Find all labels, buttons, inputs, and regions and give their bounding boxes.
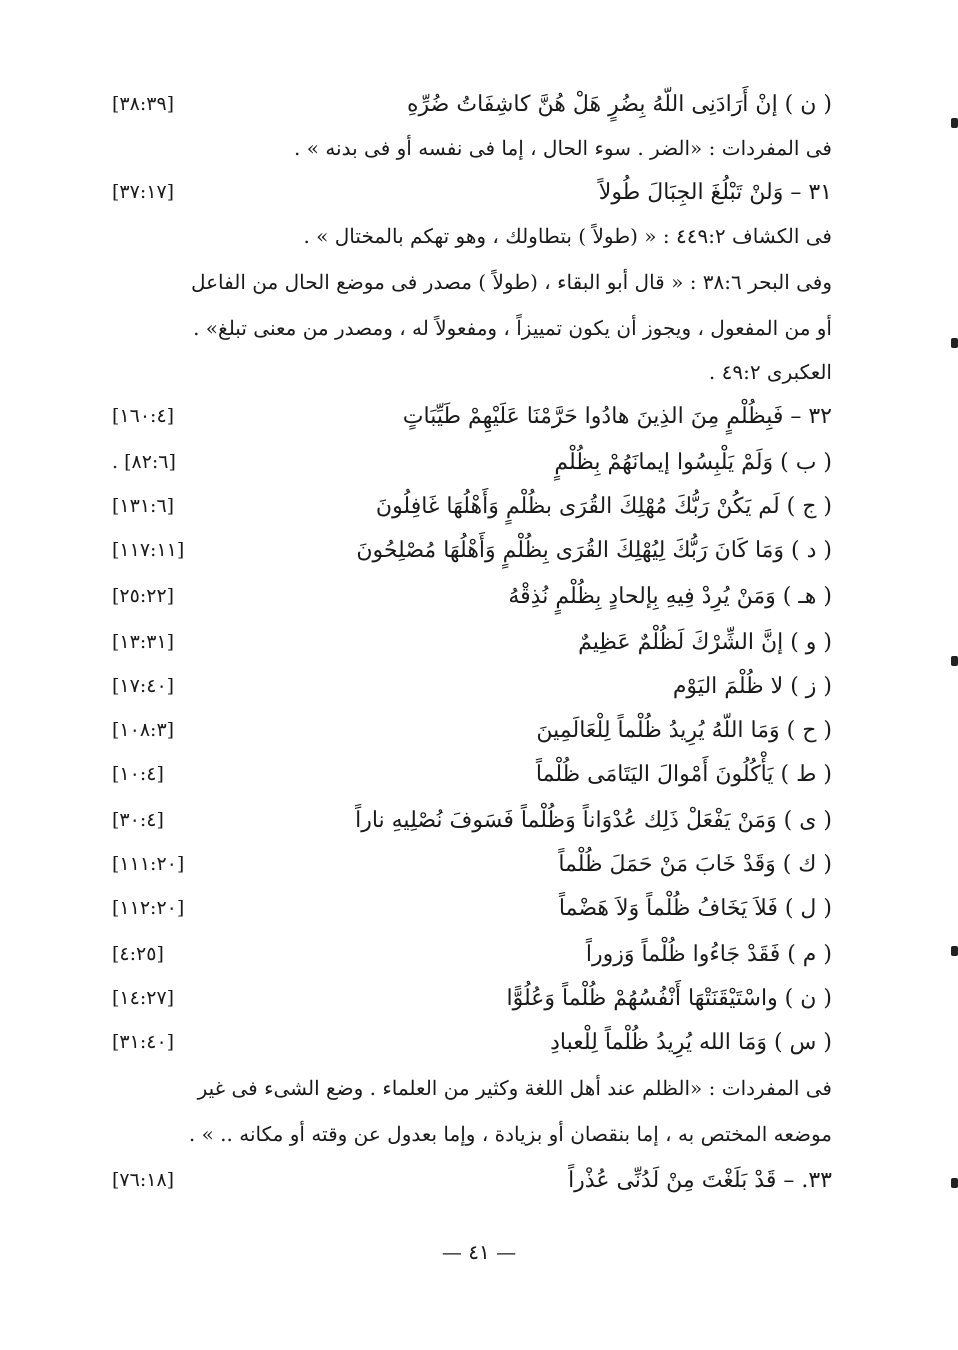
quran-line xyxy=(112,576,832,616)
verse-reference: [١٣:٣١] xyxy=(112,631,175,653)
verse-text: ( ج ) لَم يَكُنْ رَبُّكَ مُهْلِكَ القُرَى بظُلْمٍ وَأَهْلُهَا غَافِلُونَ xyxy=(375,493,832,519)
quran-line xyxy=(112,1022,832,1062)
commentary-text: فى المفردات : «الظلم عند أهل اللغة وكثير من العلماء . وضع الشىء فى غير xyxy=(197,1076,832,1100)
verse-reference: [١٠٨:٣] xyxy=(112,719,175,741)
verse-text: ( ح ) وَمَا اللّهُ يُرِيدُ ظُلْماً لِلْعَالَمِينَ xyxy=(536,717,832,743)
verse-text: ( ط ) يَأْكُلُونَ أَمْوالَ اليَتَامَى ظُلْماً xyxy=(535,761,832,787)
commentary-line xyxy=(112,352,832,392)
quran-line xyxy=(112,888,832,928)
quran-line xyxy=(112,666,832,706)
verse-text: ( ل ) فَلاَ يَخَافُ ظُلْماً وَلاَ هَضْماً xyxy=(558,895,832,921)
scan-mark xyxy=(951,946,958,956)
verse-text: ٣٣. – قَدْ بَلَغْتَ مِنْ لَدُنِّى عُذْراً xyxy=(568,1167,832,1193)
verse-reference: [٧٦:١٨] xyxy=(112,1169,175,1191)
scan-mark xyxy=(951,1178,958,1188)
scan-mark xyxy=(951,338,958,348)
verse-reference: [١٤:٢٧] xyxy=(112,987,175,1009)
scan-mark xyxy=(951,656,958,666)
quran-line xyxy=(112,844,832,884)
quran-line xyxy=(112,84,832,124)
verse-reference: [١٧:٤٠] xyxy=(112,675,175,697)
verse-text: ( ب ) وَلَمْ يَلْبِسُوا إيمانَهُمْ بِظُلْمٍ xyxy=(554,449,832,475)
quran-line xyxy=(112,800,832,840)
verse-reference: [١١٧:١١] xyxy=(112,539,185,561)
verse-text: ( س ) وَمَا الله يُرِيدُ ظُلْماً لِلْعبادِ xyxy=(550,1029,832,1055)
verse-text: ( و ) إنَّ الشِّرْكَ لَظُلْمٌ عَظِيمٌ xyxy=(578,629,832,655)
quran-line xyxy=(112,530,832,570)
verse-reference: [١١١:٢٠] xyxy=(112,853,185,875)
quran-line xyxy=(112,486,832,526)
page-number: — ٤١ — xyxy=(441,1240,517,1264)
verse-reference: [٣٧:١٧] xyxy=(112,181,175,203)
verse-reference: [٨٢:٦] . xyxy=(112,451,176,473)
commentary-line xyxy=(112,216,832,256)
quran-line xyxy=(112,934,832,974)
verse-text: ( ز ) لا ظُلْمَ اليَوْم xyxy=(672,673,832,699)
quran-line xyxy=(112,754,832,794)
commentary-text: موضعه المختص به ، إما بنقصان أو بزيادة ، وإما بعدول عن وقته أو مكانه .. » . xyxy=(188,1122,832,1146)
commentary-line xyxy=(112,262,832,302)
verse-text: ( ن ) واسْتَيْقَنَتْهَا أَنْفُسُهُمْ ظُلْماً وَعُلُوًّا xyxy=(506,985,832,1011)
quran-line xyxy=(112,172,832,212)
verse-text: ٣١ – وَلنْ تَبْلُغَ الجِبَالَ طُولاً xyxy=(598,179,832,205)
commentary-line xyxy=(112,308,832,348)
verse-text: ( ى ) وَمَنْ يَفْعَلْ ذَلِك عُدْوَاناً وَظُلْماً فَسَوفَ نُصْلِيهِ ناراً xyxy=(355,807,832,833)
verse-reference: [٣٠:٤] xyxy=(112,809,164,831)
verse-reference: [٤:٢٥] xyxy=(112,943,164,965)
verse-text: ( ك ) وَقَدْ خَابَ مَنْ حَمَلَ ظُلْماً xyxy=(558,851,832,877)
commentary-text: فى الكشاف ٤٤٩:٢ : « (طولاً ) بتطاولك ، وهو تهكم بالمختال » . xyxy=(303,224,832,248)
commentary-text: وفى البحر ٣٨:٦ : « قال أبو البقاء ، (طولاً ) مصدر فى موضع الحال من الفاعل xyxy=(190,270,832,294)
quran-line xyxy=(112,1160,832,1200)
verse-reference: [٣١:٤٠] xyxy=(112,1031,175,1053)
verse-reference: [٣٨:٣٩] xyxy=(112,93,175,115)
verse-text: ( د ) وَمَا كَانَ رَبُّكَ لِيُهْلِكَ القُرَى بِظُلْمٍ وَأَهْلُهَا مُصْلِحُونَ xyxy=(356,537,832,563)
scan-mark xyxy=(951,118,958,128)
commentary-text: العكبرى ٤٩:٢ . xyxy=(708,360,832,384)
quran-line xyxy=(112,978,832,1018)
commentary-line xyxy=(112,1068,832,1108)
quran-line xyxy=(112,396,832,436)
verse-text: ( هـ ) وَمَنْ يُرِدْ فِيهِ بِإلحادٍ بِظُلْمٍ نُذِقْهُ xyxy=(508,583,832,609)
quran-line xyxy=(112,710,832,750)
verse-text: ٣٢ – فَبِظُلْمٍ مِنَ الذِينَ هادُوا حَرَّمْنَا عَلَيْهِمْ طَيِّبَاتٍ xyxy=(402,403,832,429)
verse-reference: [١١٢:٢٠] xyxy=(112,897,185,919)
commentary-line xyxy=(112,1114,832,1154)
commentary-text: فى المفردات : «الضر . سوء الحال ، إما فى نفسه أو فى بدنه » . xyxy=(294,136,832,160)
verse-text: ( ن ) إنْ أَرَادَنِى اللّهُ بِضُرٍ هَلْ هُنَّ كاشِفَاتُ ضُرِّهِ xyxy=(407,91,832,117)
verse-text: ( م ) فَقَدْ جَاءُوا ظُلْماً وَزوراً xyxy=(585,941,832,967)
commentary-text: أو من المفعول ، ويجوز أن يكون تمييزاً ، ومفعولاً له ، ومصدر من معنى تبلغ» . xyxy=(193,316,832,340)
commentary-line xyxy=(112,128,832,168)
quran-line xyxy=(112,442,832,482)
verse-reference: [١٠:٤] xyxy=(112,763,164,785)
verse-reference: [١٦٠:٤] xyxy=(112,405,175,427)
quran-line xyxy=(112,622,832,662)
verse-reference: [١٣١:٦] xyxy=(112,495,175,517)
verse-reference: [٢٥:٢٢] xyxy=(112,585,175,607)
